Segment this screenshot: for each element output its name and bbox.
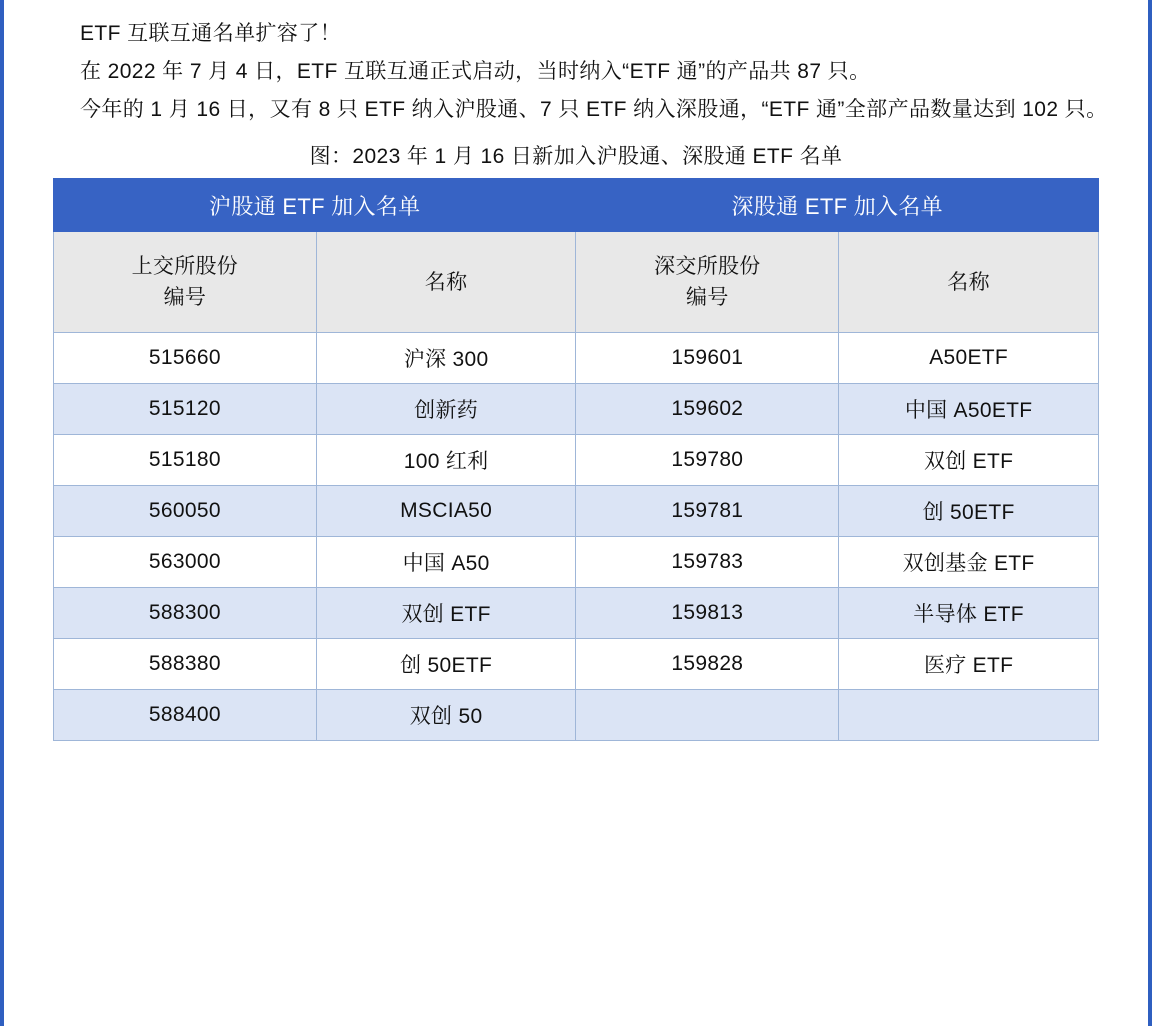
cell-sh-code: 515120 (54, 384, 317, 435)
cell-sz-name: 半导体 ETF (839, 588, 1099, 639)
cell-sh-code: 588300 (54, 588, 317, 639)
document-content (4, 0, 1148, 741)
table-group-header-row (54, 179, 1099, 232)
cell-sz-code: 159601 (576, 333, 839, 384)
paragraph-3: 今年的 1 月 16 日，又有 8 只 ETF 纳入沪股通、7 只 ETF 纳入深股通，“ETF 通”全部产品数量达到 102 只。 (80, 98, 1108, 122)
table-row (54, 435, 1099, 486)
cell-sz-code (576, 690, 839, 741)
group-header-sh: 沪股通 ETF 加入名单 (54, 179, 576, 232)
column-header-sh-code-line2: 编号 (163, 286, 207, 310)
cell-sz-name (839, 690, 1099, 741)
cell-sh-name: 双创 ETF (316, 588, 576, 639)
cell-sh-code: 588380 (54, 639, 317, 690)
cell-sh-name: 沪深 300 (316, 333, 576, 384)
cell-sh-code: 560050 (54, 486, 317, 537)
cell-sz-code: 159783 (576, 537, 839, 588)
column-header-sz-code-line1: 深交所股份 (654, 254, 761, 278)
table-row (54, 690, 1099, 741)
table-row (54, 333, 1099, 384)
cell-sh-name: 中国 A50 (316, 537, 576, 588)
paragraph-2: 在 2022 年 7 月 4 日，ETF 互联互通正式启动，当时纳入“ETF 通”的产品共 87 只。 (80, 60, 871, 84)
cell-sz-code: 159602 (576, 384, 839, 435)
table-row (54, 588, 1099, 639)
column-header-sh-name: 名称 (316, 232, 576, 333)
table-row (54, 486, 1099, 537)
column-header-sh-code-line1: 上交所股份 (131, 254, 239, 278)
figure-title: 图：2023 年 1 月 16 日新加入沪股通、深股通 ETF 名单 (309, 145, 843, 169)
column-header-sh-code (54, 232, 317, 333)
cell-sz-name: 医疗 ETF (839, 639, 1099, 690)
cell-sh-code: 588400 (54, 690, 317, 741)
column-header-sz-code (576, 232, 839, 333)
cell-sh-name: MSCIA50 (316, 486, 576, 537)
cell-sh-code: 515180 (54, 435, 317, 486)
cell-sz-name: 双创基金 ETF (839, 537, 1099, 588)
cell-sz-code: 159813 (576, 588, 839, 639)
cell-sh-code: 563000 (54, 537, 317, 588)
etf-table (53, 178, 1099, 741)
cell-sh-name: 创新药 (316, 384, 576, 435)
column-header-sz-code-line2: 编号 (686, 286, 729, 310)
table-row (54, 639, 1099, 690)
cell-sh-name: 创 50ETF (316, 639, 576, 690)
paragraph-1: ETF 互联互通名单扩容了！ (80, 22, 342, 45)
cell-sh-name: 100 红利 (316, 435, 576, 486)
group-header-sz: 深股通 ETF 加入名单 (576, 179, 1099, 232)
cell-sh-name: 双创 50 (316, 690, 576, 741)
cell-sz-name: A50ETF (839, 333, 1099, 384)
cell-sz-code: 159781 (576, 486, 839, 537)
cell-sz-code: 159828 (576, 639, 839, 690)
cell-sh-code: 515660 (54, 333, 317, 384)
cell-sz-code: 159780 (576, 435, 839, 486)
table-row (54, 384, 1099, 435)
column-header-sz-name: 名称 (839, 232, 1099, 333)
cell-sz-name: 中国 A50ETF (839, 384, 1099, 435)
cell-sz-name: 双创 ETF (839, 435, 1099, 486)
cell-sz-name: 创 50ETF (839, 486, 1099, 537)
table-row (54, 537, 1099, 588)
table-column-header-row (54, 232, 1099, 333)
